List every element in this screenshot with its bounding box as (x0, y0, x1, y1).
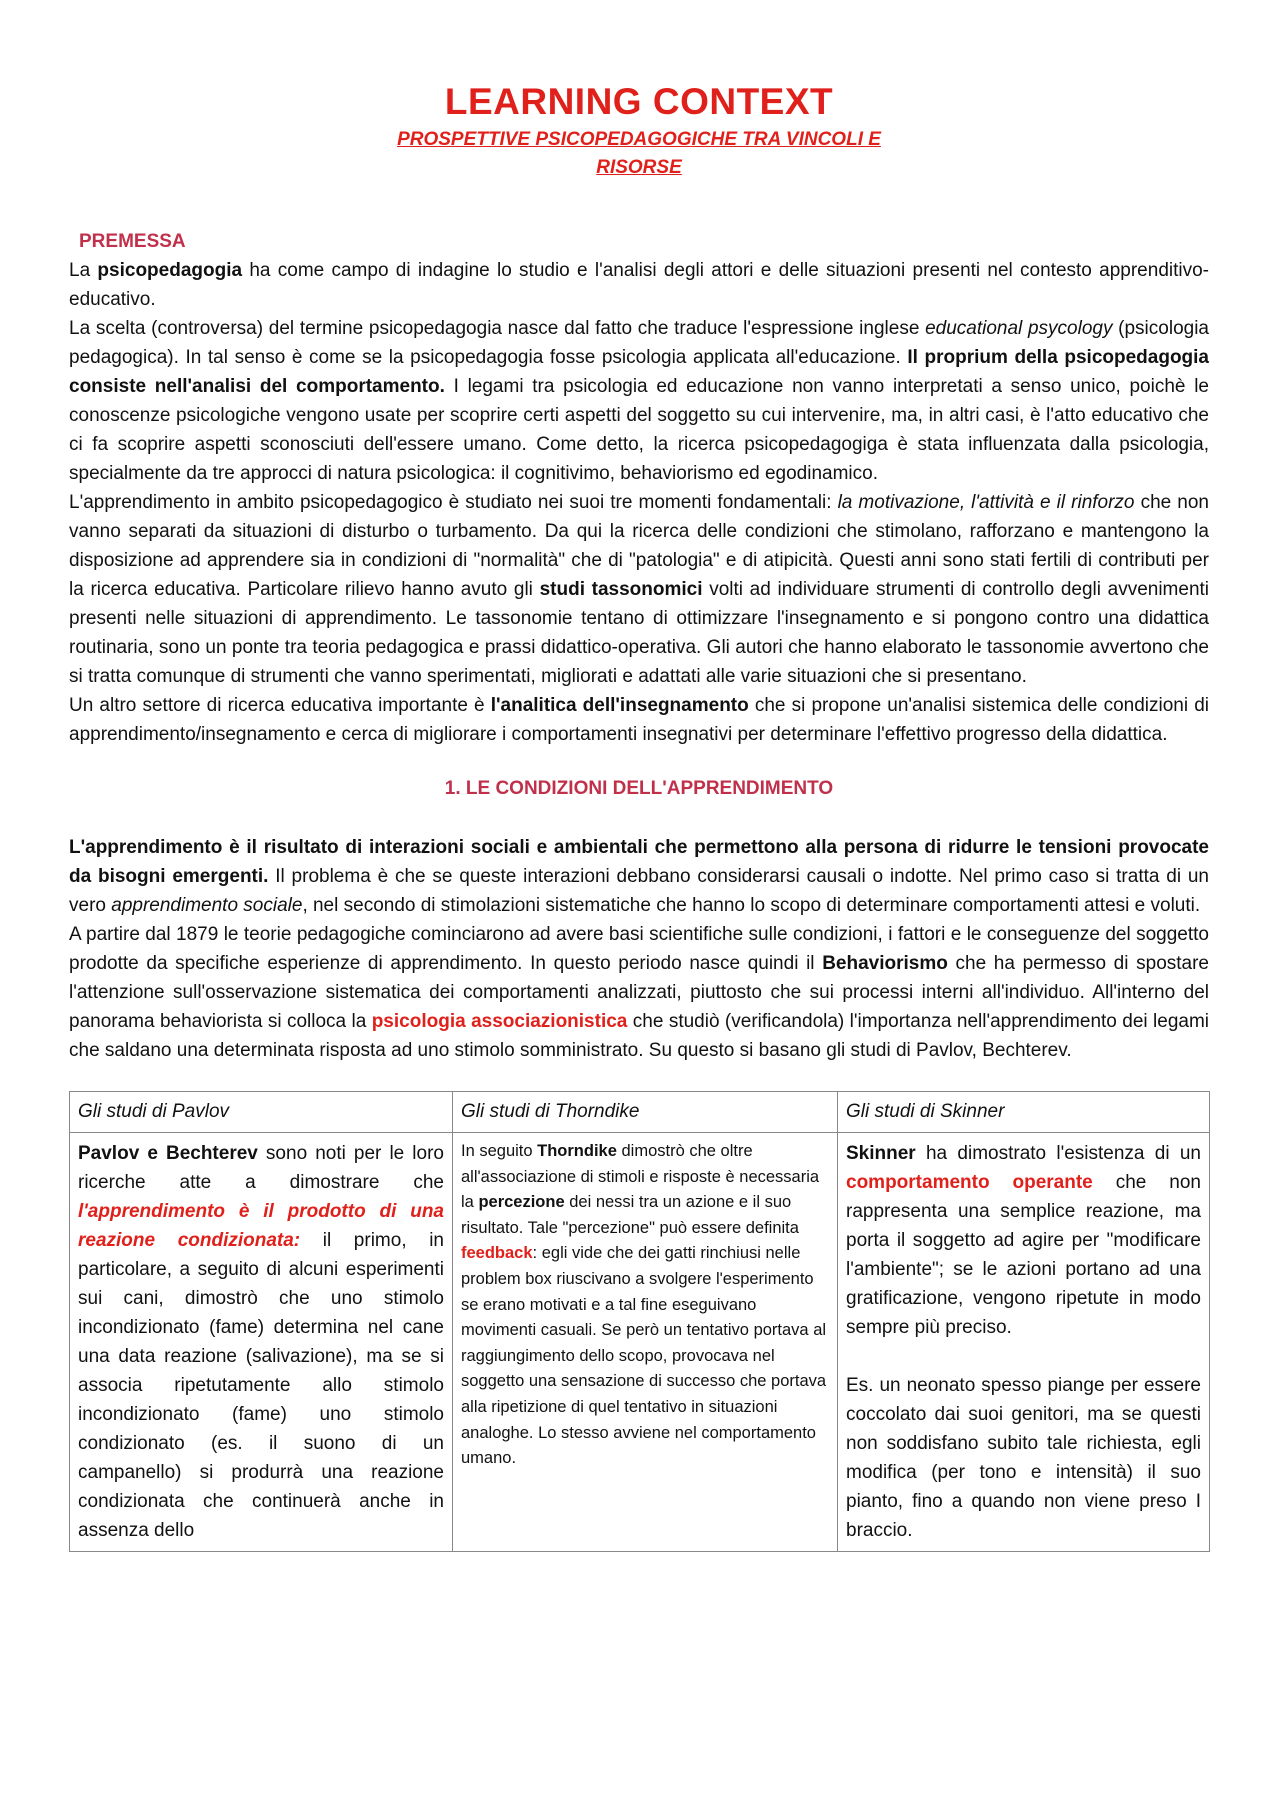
subtitle-line-1: PROSPETTIVE PSICOPEDAGOGICHE TRA VINCOLI E (397, 129, 881, 150)
header-pavlov: Gli studi di Pavlov (70, 1092, 453, 1133)
subtitle-line-2: RISORSE (596, 157, 682, 178)
header-thorndike: Gli studi di Thorndike (453, 1092, 838, 1133)
studies-table (69, 1091, 1210, 1552)
table-header-row (70, 1092, 1210, 1133)
cell-pavlov: Pavlov e Bechterev sono noti per le loro ricerche atte a dimostrare che l'apprendimento è il prodotto di una reazione condizionata: il primo, in particolare, a seguito di alcuni esperimenti sui cani, dimostrò che uno stimolo incondizionato (fame) determina nel cane una data reazione (salivazione), ma se si associa ripetutamente allo stimolo incondizionato (fame) uno stimolo condizionato (es. il suono di un campanello) si produrrà una reazione condizionata che continuerà anche in assenza dello (70, 1133, 453, 1552)
premessa-paragraph-4: Un altro settore di ricerca educativa importante è l'analitica dell'insegnamento che si propone un'analisi sistemica delle condizioni di apprendimento/insegnamento e cerca di migliorare i comportamenti insegnativi per determinare l'effettivo progresso della didattica. (69, 695, 1209, 745)
premessa-paragraph-3: L'apprendimento in ambito psicopedagogico è studiato nei suoi tre momenti fondamentali: la motivazione, l'attività e il rinforzo che non vanno separati da situazioni di disturbo o turbamento. Da qui la ricerca delle condizioni che stimolano, rafforzano e mantengono la disposizione ad apprendere sia in condizioni di "normalità" che di "patologia" e di atipicità. Questi anni sono stati fertili di contributi per la ricerca educativa. Particolare rilievo hanno avuto gli studi tassonomici volti ad individuare strumenti di controllo degli avvenimenti presenti nelle situazioni di apprendimento. Le tassonomie tentano di ottimizzare l'insegnamento e si pongono contro una didattica routinaria, sono un ponte tra teoria pedagogica e prassi didattico-operativa. Gli autori che hanno elaborato le tassonomie avvertono che si tratta comunque di strumenti che vanno sperimentati, migliorati e adattati alle varie situazioni che si presentano. (69, 492, 1210, 687)
section-1-paragraph-2: A partire dal 1879 le teorie pedagogiche cominciarono ad avere basi scientifiche sulle condizioni, i fattori e le conseguenze del soggetto prodotte da specifiche esperienze di apprendimento. In questo periodo nasce quindi il Behaviorismo che ha permesso di spostare l'attenzione sull'osservazione sistematica dei comportamenti analizzati, piuttosto che sui processi interni all'individuo. All'interno del panorama behaviorista si colloca la psicologia associazionistica che studiò (verificandola) l'importanza nell'apprendimento dei legami che saldano una determinata risposta ad uno stimolo somministrato. Su questo si basano gli studi di Pavlov, Bechterev. (69, 924, 1210, 1061)
section-1-paragraph-1: L'apprendimento è il risultato di interazioni sociali e ambientali che permettono alla persona di ridurre le tensioni provocate da bisogni emergenti. Il problema è che se queste interazioni debbano considerarsi causali o indotte. Nel primo caso si tratta di un vero apprendimento sociale, nel secondo di stimolazioni sistematiche che hanno lo scopo di determinare comportamenti attesi e voluti. (69, 837, 1209, 916)
table-row (70, 1133, 1210, 1552)
document-title: LEARNING CONTEXT (444, 81, 834, 122)
cell-skinner: Skinner ha dimostrato l'esistenza di un comportamento operante che non rappresenta una semplice reazione, ma porta il soggetto ad agire per "modificare l'ambiente"; se le azioni portano ad una gratificazione, vengono ripetute in modo sempre più preciso. Es. un neonato spesso piange per essere coccolato dai suoi genitori, ma se questi non soddisfano subito tale richiesta, egli modifica (per tono e intensità) il suo pianto, fino a quando non viene preso I braccio. (838, 1133, 1210, 1552)
document-page (69, 80, 1209, 1552)
premessa-paragraph-2: La scelta (controversa) del termine psicopedagogia nasce dal fatto che traduce l'espressione inglese educational psycology (psicologia pedagogica). In tal senso è come se la psicopedagogia fosse psicologia applicata all'educazione. Il proprium della psicopedagogia consiste nell'analisi del comportamento. I legami tra psicologia ed educazione non vanno interpretati a senso unico, poichè le conoscenze psicologiche vengono usate per scoprire certi aspetti del soggetto su cui intervenire, ma, in altri casi, è l'atto educativo che ci fa scoprire aspetti sconosciuti dell'essere umano. Come detto, la ricerca psicopedagogiga è stata influenzata dalla psicologia, specialmente da tre approcci di natura psicologica: il cognitivimo, behaviorismo ed egodinamico. (69, 318, 1209, 484)
section-1-heading: 1. LE CONDIZIONI DELL'APPRENDIMENTO (444, 778, 834, 799)
cell-thorndike: In seguito Thorndike dimostrò che oltre all'associazione di stimoli e risposte è necessaria la percezione dei nessi tra un azione e il suo risultato. Tale "percezione" può essere definita feedback: egli vide che dei gatti rinchiusi nelle problem box riuscivano a svolgere l'esperimento se erano motivati e a tal fine eseguivano movimenti casuali. Se però un tentativo portava al raggiungimento dello scopo, provocava nel soggetto una sensazione di successo che portava alla ripetizione di quel tentativo in situazioni analoghe. Lo stesso avviene nel comportamento umano. (453, 1133, 838, 1552)
premessa-paragraph-1: La psicopedagogia ha come campo di indagine lo studio e l'analisi degli attori e delle situazioni presenti nel contesto apprenditivo-educativo. (69, 260, 1209, 310)
document-subtitle (69, 126, 1209, 182)
premessa-heading: PREMESSA (79, 231, 186, 252)
skinner-example: Es. un neonato spesso piange per essere coccolato dai suoi genitori, ma se questi non soddisfano subito tale richiesta, egli modifica (per tono e intensità) il suo pianto, fino a quando non viene preso I braccio. (846, 1375, 1201, 1541)
header-skinner: Gli studi di Skinner (838, 1092, 1210, 1133)
